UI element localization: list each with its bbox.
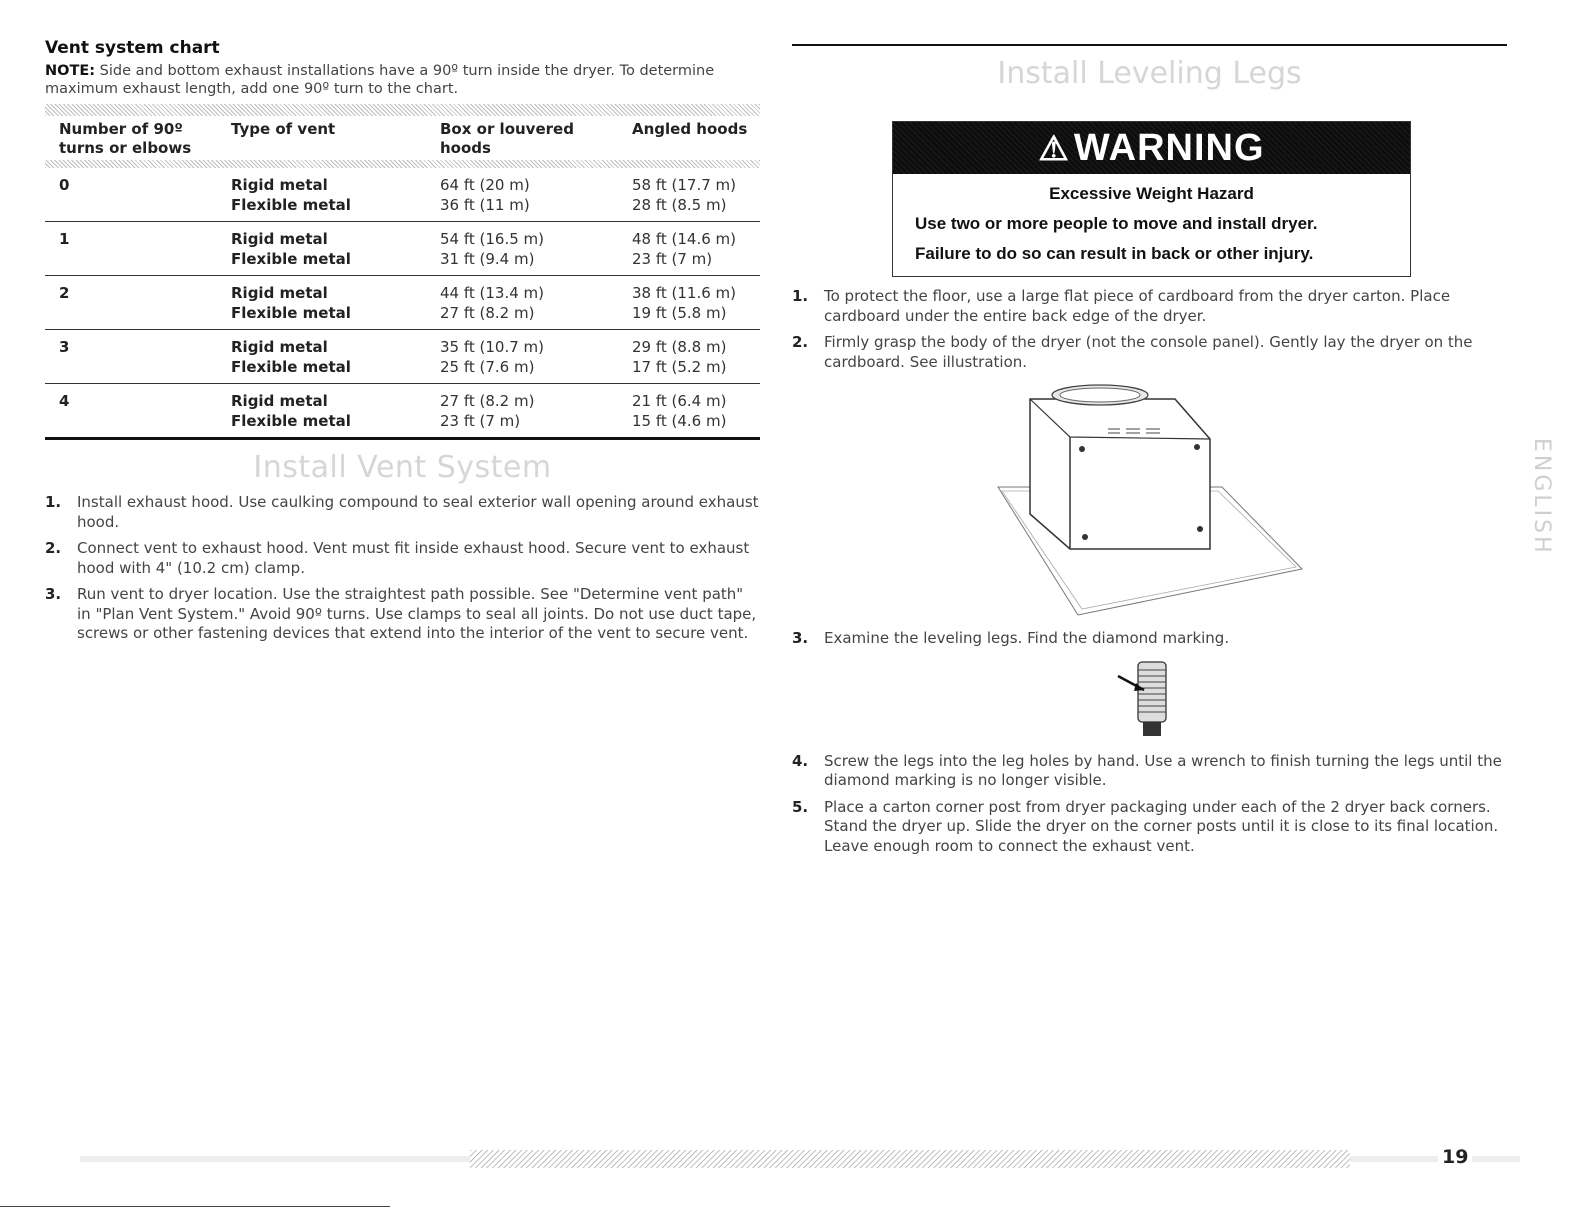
step-number: 1.	[45, 493, 62, 511]
step-text: Run vent to dryer location. Use the straightest path possible. See "Determine vent path" in "Plan Vent System." Avoid 90º turns. Use clamps to seal all joints. Do not use duct tape, screws or other fastening devices that extend into the interior of the vent to secure vent.	[77, 585, 757, 642]
top-rule	[792, 44, 1507, 46]
box-cell: 54 ft (16.5 m)	[440, 230, 545, 248]
list-item	[792, 752, 1507, 791]
install-vent-steps	[45, 493, 760, 644]
turns-cell: 3	[45, 330, 217, 384]
note-label: NOTE:	[45, 63, 96, 79]
box-cell: 27 ft (8.2 m)	[440, 304, 535, 322]
table-top-hatch	[45, 104, 760, 116]
warning-box	[892, 121, 1411, 277]
turns-cell: 4	[45, 384, 217, 439]
list-item	[45, 493, 760, 532]
type-cell: Flexible metal	[231, 304, 351, 322]
page-number: 19	[1438, 1146, 1472, 1168]
leveling-legs-title: Install Leveling Legs	[997, 56, 1302, 91]
leveling-steps	[792, 287, 1507, 372]
header-hatch	[45, 160, 760, 168]
type-cell: Rigid metal	[231, 392, 328, 410]
box-cell: 64 ft (20 m)	[440, 176, 530, 194]
step-number: 2.	[792, 333, 809, 351]
warning-heading: WARNING	[1073, 127, 1265, 169]
header-box: Box or louvered hoods	[440, 120, 574, 157]
table-row	[45, 276, 760, 330]
vent-chart-note	[45, 62, 760, 98]
box-cell: 31 ft (9.4 m)	[440, 250, 535, 268]
list-item	[792, 333, 1507, 372]
table-row	[45, 222, 760, 276]
table-row	[45, 384, 760, 439]
warning-body	[893, 174, 1410, 276]
step-text: Install exhaust hood. Use caulking compound to seal exterior wall opening around exhaust hood.	[77, 493, 759, 531]
step-number: 1.	[792, 287, 809, 305]
box-cell: 25 ft (7.6 m)	[440, 358, 535, 376]
step-number: 3.	[792, 629, 809, 647]
warning-line-2: Failure to do so can result in back or other injury.	[915, 244, 1314, 263]
angled-cell: 17 ft (5.2 m)	[632, 358, 727, 376]
warning-banner	[893, 122, 1410, 174]
list-item	[792, 629, 1507, 649]
angled-cell: 58 ft (17.7 m)	[632, 176, 737, 194]
type-cell: Rigid metal	[231, 284, 328, 302]
type-cell: Flexible metal	[231, 196, 351, 214]
turns-cell: 2	[45, 276, 217, 330]
table-row	[45, 330, 760, 384]
angled-cell: 21 ft (6.4 m)	[632, 392, 727, 410]
angled-cell: 38 ft (11.6 m)	[632, 284, 737, 302]
header-type: Type of vent	[231, 120, 336, 138]
left-column	[45, 38, 760, 651]
step-text: Screw the legs into the leg holes by hand. Use a wrench to finish turning the legs until the diamond marking is no longer visible.	[824, 751, 1502, 789]
step-number: 3.	[45, 585, 62, 603]
install-vent-title: Install Vent System	[253, 450, 552, 485]
angled-cell: 15 ft (4.6 m)	[632, 412, 727, 430]
footer-hatch-band	[80, 1150, 1520, 1168]
dryer-on-cardboard-illustration	[990, 379, 1310, 619]
step-number: 4.	[792, 751, 809, 770]
warning-hazard: Excessive Weight Hazard	[1049, 184, 1254, 203]
table-row	[45, 168, 760, 222]
leveling-steps-cont	[792, 629, 1507, 649]
angled-cell: 28 ft (8.5 m)	[632, 196, 727, 214]
turns-cell: 1	[45, 222, 217, 276]
box-cell: 23 ft (7 m)	[440, 412, 521, 430]
warning-triangle-icon: ⚠	[1038, 130, 1070, 168]
list-item	[45, 539, 760, 578]
side-tab-label: ENGLISH	[1529, 438, 1554, 556]
type-cell: Rigid metal	[231, 230, 328, 248]
header-turns: Number of 90º turns or elbows	[59, 120, 192, 157]
right-column	[792, 44, 1507, 863]
angled-cell: 29 ft (8.8 m)	[632, 338, 727, 356]
type-cell: Flexible metal	[231, 250, 351, 268]
step-number: 5.	[792, 797, 809, 816]
header-angled: Angled hoods	[632, 120, 748, 138]
vent-system-table	[45, 104, 760, 440]
bottom-rule	[0, 1206, 390, 1207]
type-cell: Flexible metal	[231, 358, 351, 376]
box-cell: 27 ft (8.2 m)	[440, 392, 535, 410]
step-text: Place a carton corner post from dryer packaging under each of the 2 dryer back corners. Stand the dryer up. Slide the dryer on the corner posts until it is close to its final location. Leave enough room to connect the exhaust vent.	[824, 797, 1499, 855]
type-cell: Rigid metal	[231, 338, 328, 356]
english-side-tab	[1518, 438, 1554, 578]
step-text: Firmly grasp the body of the dryer (not the console panel). Gently lay the dryer on the cardboard. See illustration.	[824, 333, 1473, 371]
step-text: Connect vent to exhaust hood. Vent must fit inside exhaust hood. Secure vent to exhaust hood with 4" (10.2 cm) clamp.	[77, 539, 750, 577]
box-cell: 36 ft (11 m)	[440, 196, 530, 214]
angled-cell: 19 ft (5.8 m)	[632, 304, 727, 322]
box-cell: 35 ft (10.7 m)	[440, 338, 545, 356]
warning-line-1: Use two or more people to move and install dryer.	[915, 214, 1318, 233]
turns-cell: 0	[45, 168, 217, 222]
step-number: 2.	[45, 539, 62, 557]
list-item	[45, 585, 760, 644]
vent-chart-title: Vent system chart	[45, 38, 220, 58]
angled-cell: 48 ft (14.6 m)	[632, 230, 737, 248]
note-text: Side and bottom exhaust installations have a 90º turn inside the dryer. To determine maximum exhaust length, add one 90º turn to the chart.	[45, 63, 715, 97]
box-cell: 44 ft (13.4 m)	[440, 284, 545, 302]
type-cell: Flexible metal	[231, 412, 351, 430]
type-cell: Rigid metal	[231, 176, 328, 194]
angled-cell: 23 ft (7 m)	[632, 250, 713, 268]
leveling-steps-end	[792, 752, 1507, 857]
list-item	[792, 287, 1507, 326]
list-item	[792, 798, 1507, 857]
step-text: Examine the leveling legs. Find the diamond marking.	[824, 629, 1230, 647]
step-text: To protect the floor, use a large flat piece of cardboard from the dryer carton. Place cardboard under the entire back edge of the dryer.	[824, 287, 1451, 325]
leveling-leg-illustration	[1110, 656, 1190, 742]
